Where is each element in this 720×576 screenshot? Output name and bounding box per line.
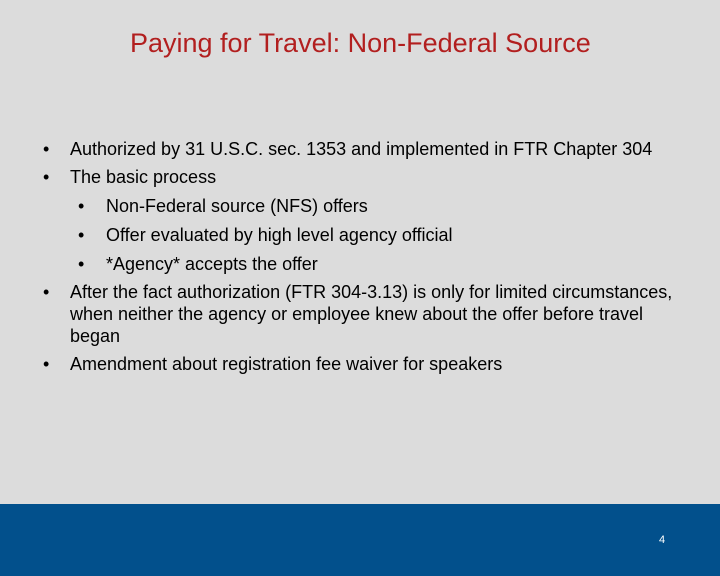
- bullet-marker: •: [78, 225, 85, 245]
- bullet-text: Amendment about registration fee waiver for speakers: [70, 354, 503, 374]
- sub-bullet-item: [40, 195, 690, 217]
- bullet-marker: •: [78, 254, 85, 274]
- bullet-list: [40, 138, 690, 375]
- bullet-text: Non-Federal source (NFS) offers: [106, 196, 368, 216]
- bullet-marker: •: [43, 282, 50, 302]
- bullet-item: [40, 353, 690, 375]
- slide-title: Paying for Travel: Non-Federal Source: [130, 28, 591, 58]
- bullet-item: [40, 281, 690, 347]
- sub-bullet-item: [40, 224, 690, 246]
- bullet-marker: •: [78, 196, 85, 216]
- bullet-text: After the fact authorization (FTR 304-3.13) is only for limited circumstances, when neither the agency or employee knew about the offer before travel began: [70, 282, 673, 346]
- bullet-marker: •: [43, 167, 50, 187]
- bullet-text: The basic process: [70, 167, 217, 187]
- bullet-text: *Agency* accepts the offer: [106, 254, 318, 274]
- footer-band: [0, 504, 720, 576]
- bullet-item: [40, 138, 690, 160]
- page-number: 4: [658, 534, 666, 546]
- sub-bullet-item: [40, 253, 690, 275]
- bullet-marker: •: [43, 139, 50, 159]
- bullet-text: Authorized by 31 U.S.C. sec. 1353 and implemented in FTR Chapter 304: [70, 139, 653, 159]
- bullet-marker: •: [43, 354, 50, 374]
- bullet-item: [40, 166, 690, 188]
- bullet-text: Offer evaluated by high level agency official: [106, 225, 453, 245]
